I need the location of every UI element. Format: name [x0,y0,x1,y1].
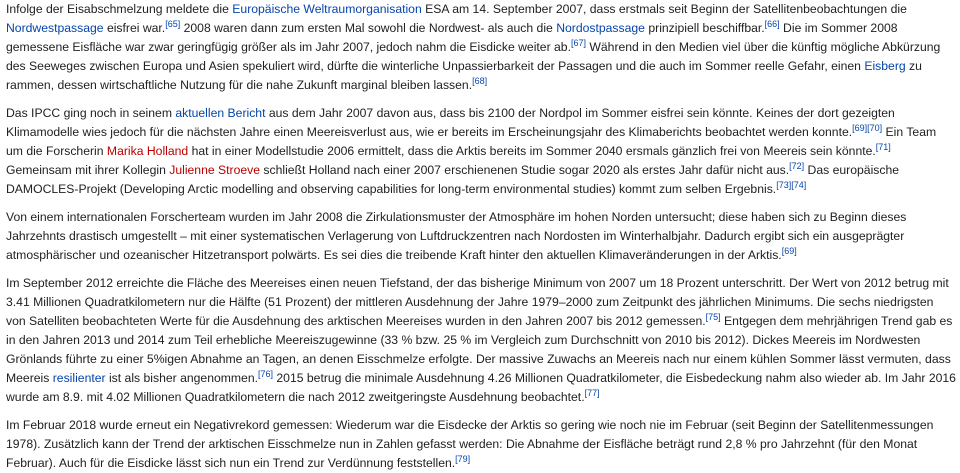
link-eisberg[interactable]: Eisberg [864,59,906,73]
paragraph-4 [6,274,956,407]
body-text: Im September 2012 erreichte die Fläche des Meereises einen neuen Tiefstand, der das bisherige Minimum von 2007 um 18 Prozent unterschritt. Der Wert von 2012 betrug mit 3.41 Millionen Quadratkilometern nur die Hälfte (51 Prozent) der mittleren Ausdehnung der Jahre 1979–2000 zum Zeitpunkt des jährlichen Minimums. Die sechs niedrigsten von Satelliten beobachteten Werte für die Ausdehnung des arktischen Meereises wurden in den Jahren 2007 bis 2012 gemessen. [6,276,949,328]
body-text: Infolge der Eisabschmelzung meldete die [6,2,233,16]
reference-sup [776,180,791,190]
paragraph-3 [6,208,956,265]
reference-link[interactable]: [67] [570,37,586,48]
reference-link[interactable]: [75] [705,311,721,322]
reference-link[interactable]: [68] [472,75,488,86]
reference-link[interactable]: [65] [165,18,181,29]
reference-link[interactable]: [66] [764,18,780,29]
reference-sup [789,161,804,171]
body-text: ist als bisher angenommen. [105,371,258,385]
reference-sup [791,180,806,190]
reference-sup [472,76,487,86]
paragraph-1 [6,0,956,95]
body-text: Von einem internationalen Forscherteam wurden im Jahr 2008 die Zirkulationsmuster der Atmosphäre im hohen Norden untersucht; diese haben sich zu Beginn dieses Jahrzehnts drastisch umgestellt – mit einer systematischen Verlagerung von Luftdruckzentren nach Nordosten im Winterhalbjahr. Dadurch ergibt sich ein ausgeprägter atmosphärischer und ozeanischer Hitzetransport polwärts. Es sei dies die treibende Kraft hinter den aktuellen Klimaveränderungen in der Arktis. [6,210,907,262]
reference-link[interactable]: [74] [791,179,807,190]
reference-link[interactable]: [77] [584,387,600,398]
reference-link[interactable]: [69] [781,245,797,256]
reference-link[interactable]: [73] [776,179,792,190]
link-julienne-stroeve[interactable]: Julienne Stroeve [169,163,261,177]
body-text: ESA am 14. September 2007, dass erstmals seit Beginn der Satellitenbeobachtungen die [421,2,907,16]
reference-sup [571,38,586,48]
reference-link[interactable]: [69] [852,122,868,133]
link-nordostpassage[interactable]: Nordostpassage [556,21,645,35]
body-text: Während in den Medien viel über die künftig mögliche Abkürzung des Seeweges zwischen Europa und Asien spekuliert wird, dürfte die winterliche Unpassierbarkeit der Passagen und die auch im Sommer reelle Gefahr, einen [6,40,941,73]
body-text: 2008 waren dann zum ersten Mal sowohl die Nordwest- als auch die [180,21,557,35]
reference-link[interactable]: [71] [875,141,891,152]
link-marika-holland[interactable]: Marika Holland [106,144,189,158]
paragraph-2 [6,104,956,199]
body-text: schließt Holland nach einer 2007 erschienenen Studie sogar 2020 als erstes Jahr dafür nicht aus. [260,163,790,177]
body-text: Gemeinsam mit ihrer Kollegin [6,163,170,177]
reference-sup [455,454,470,464]
paragraph-5 [6,416,956,473]
reference-sup [852,123,867,133]
reference-link[interactable]: [76] [258,368,274,379]
link-aktuellen-bericht[interactable]: aktuellen Bericht [175,106,266,120]
body-text: prinzipiell beschiffbar. [644,21,765,35]
body-text: Entgegen dem mehrjährigen Trend gab es in den Jahren 2013 und 2014 zum Teil erhebliche Meereiszugewinne (33 % bzw. 25 % im Vergleich zum Durchschnitt von 2010 bis 2012). Dickes Meereis im Nordwesten Grönlands führte zu einer 5%igen Abnahme an Tagen, an denen Eisschmelze erfolgte. Der massive Zuwachs an Meereis nach nur einem kühlen Sommer lässt vermuten, dass Meereis [6,314,953,385]
reference-sup [258,369,273,379]
body-text: aus dem Jahr 2007 davon aus, dass bis 2100 der Nordpol im Sommer eisfrei sein könnte. Keines der dort gezeigten Klimamodelle wies jedoch für die nächsten Jahre einen Meereisverlust aus, wie er bereits im Erscheinungsjahr des Klimaberichts beobachtet werden konnte. [6,106,895,139]
link-resilienter[interactable]: resilienter [52,371,106,385]
body-text: 2015 betrug die minimale Ausdehnung 4.26 Millionen Quadratkilometer, die Eisbedeckung nahm also wieder ab. Im Jahr 2016 wurde am 8.9. mit 4.02 Millionen Quadratkilometern die nach 2012 zweitgeringste Ausdehnung beobachtet. [6,371,956,404]
reference-link[interactable]: [70] [867,122,883,133]
body-text: eisfrei war. [103,21,166,35]
reference-link[interactable]: [72] [789,160,805,171]
reference-sup [782,246,797,256]
reference-sup [876,142,891,152]
body-text: Das europäische DAMOCLES-Projekt (Developing Arctic modelling and observing capabilities for long-term environmental studies) kommt zum selben Ergebnis. [6,163,900,196]
reference-sup [585,388,600,398]
reference-sup [867,123,882,133]
body-text: Im Februar 2018 wurde erneut ein Negativrekord gemessen: Wiederum war die Eisdecke der Arktis so gering wie noch nie im Februar (seit Beginn der Satellitenmessungen 1978). Zusätzlich kann der Trend der arktischen Eisschmelze nun in Zahlen gefasst werden: Die Abnahme der Eisfläche beträgt rund 2,8 % pro Jahrzehnt (für den Monat Februar). Auch für die Eisdicke lässt sich nun ein Trend zur Verdünnung feststellen. [6,418,934,470]
reference-link[interactable]: [79] [455,453,471,464]
body-text: zu rammen, dessen wirtschaftliche Nutzung für die nahe Zukunft marginal bleiben lassen. [6,59,922,92]
link-europäische-weltraumorganisation[interactable]: Europäische Weltraumorganisation [232,2,422,16]
reference-sup [165,19,180,29]
reference-sup [706,312,721,322]
link-nordwestpassage[interactable]: Nordwestpassage [6,21,104,35]
body-text: hat in einer Modellstudie 2006 ermittelt, dass die Arktis bereits im Sommer 2040 ersmals gänzlich frei von Meereis sein könnte. [188,144,876,158]
body-text: Die im Sommer 2008 gemessene Eisfläche war zwar geringfügig größer als im Jahr 2007, jedoch nahm die Eisdicke weiter ab. [6,21,898,54]
reference-sup [765,19,780,29]
body-text: Ein Team um die Forscherin [6,125,937,158]
body-text: Das IPCC ging noch in seinem [6,106,176,120]
